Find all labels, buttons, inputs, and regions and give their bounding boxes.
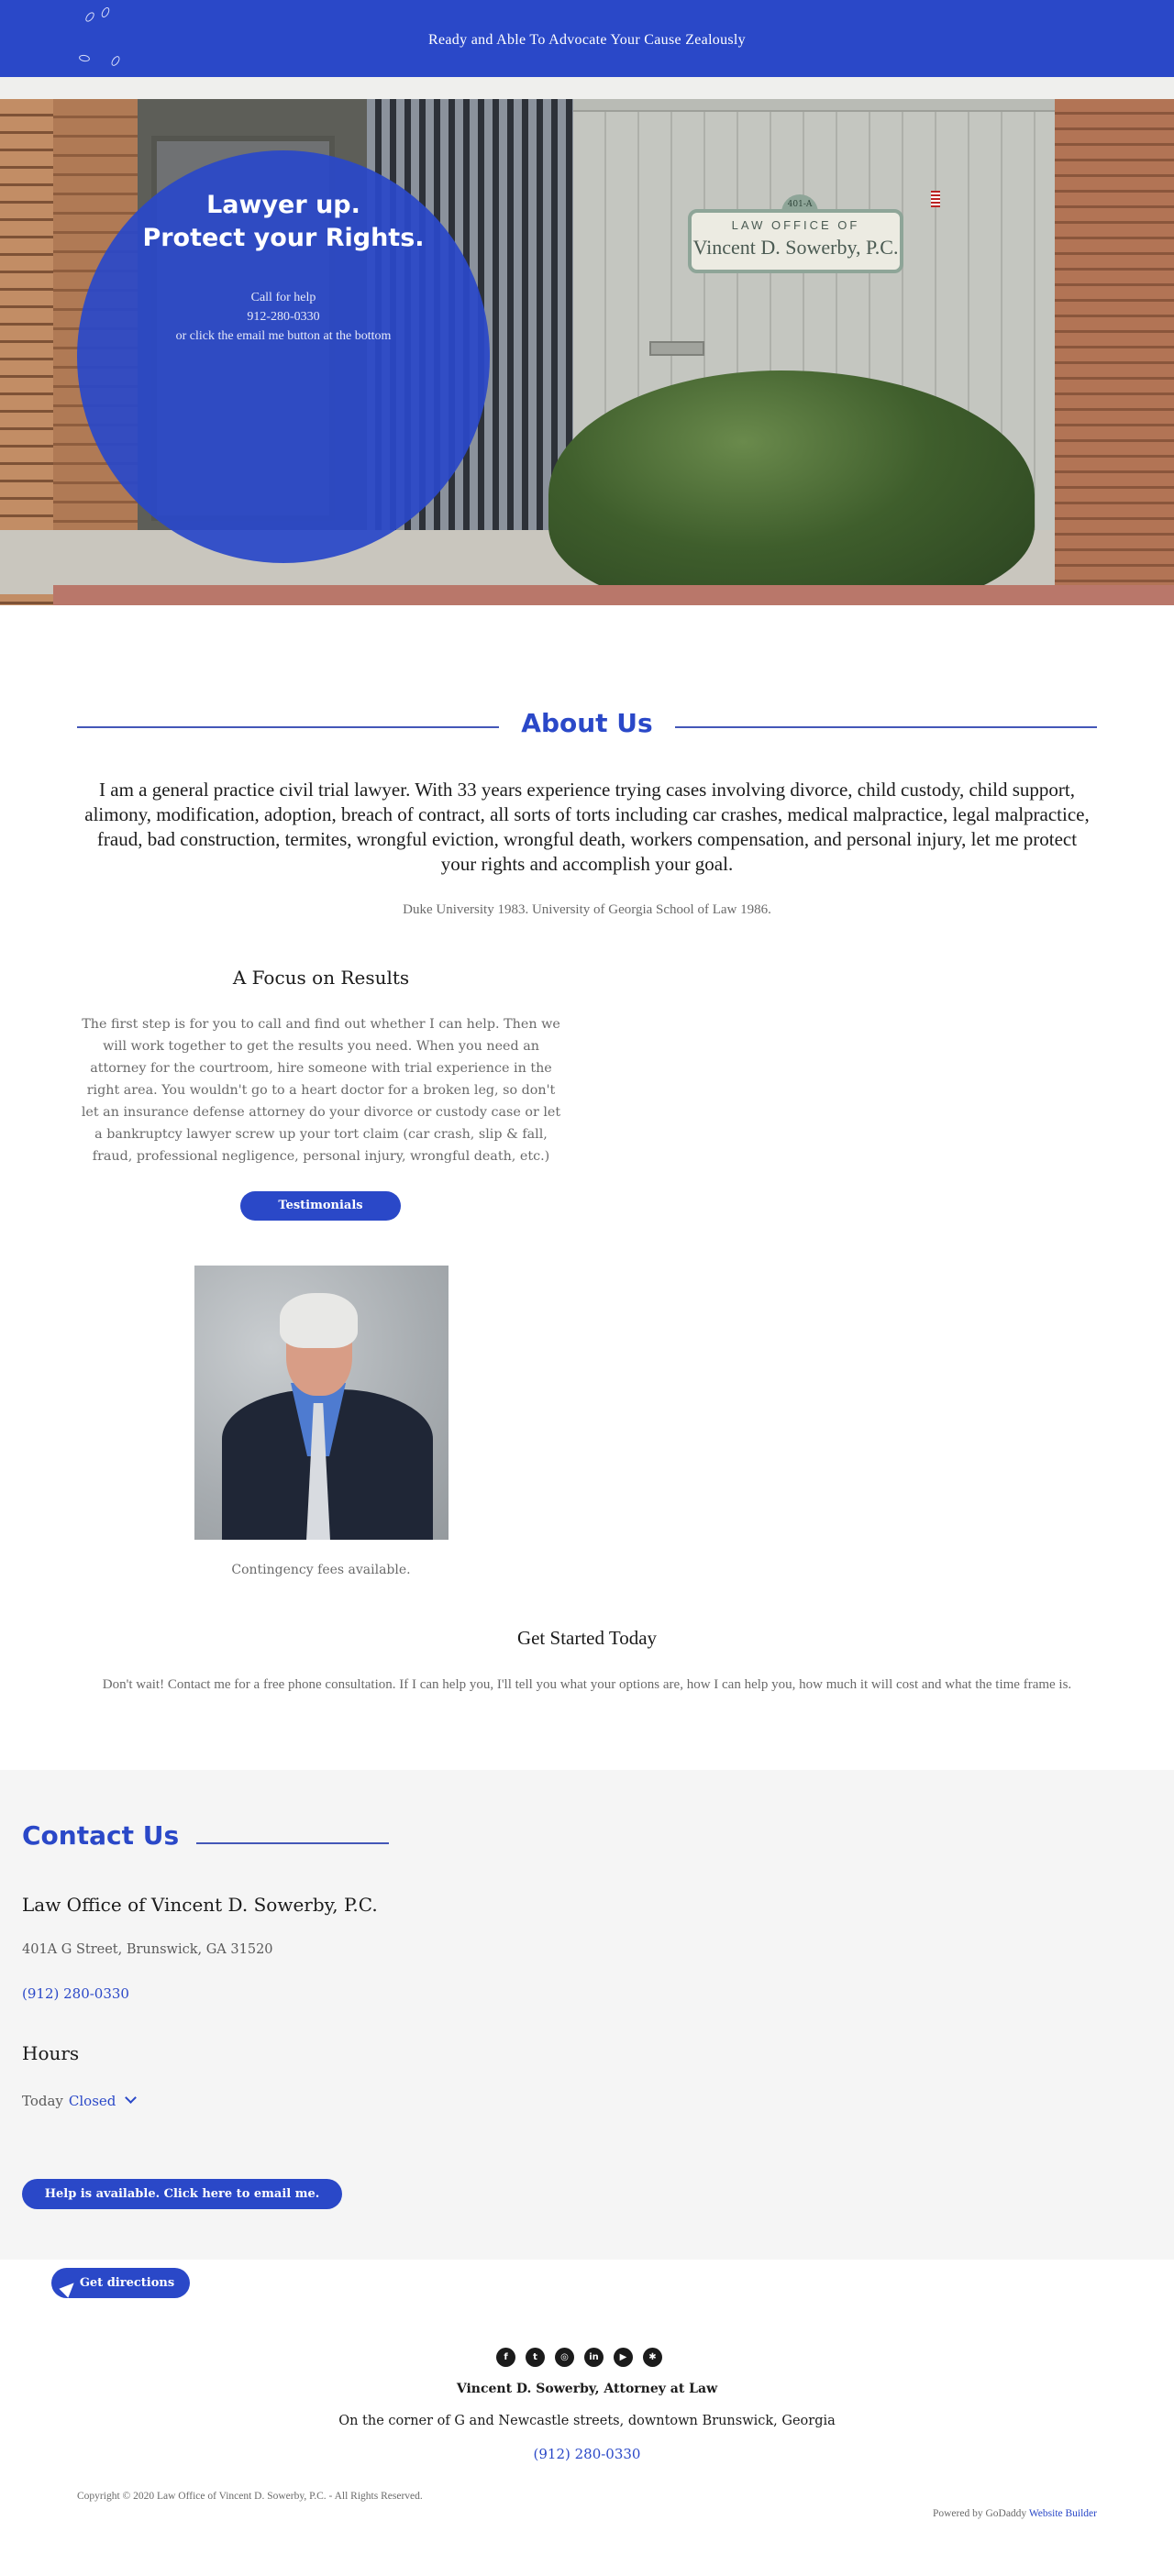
get-directions-label: Get directions xyxy=(79,2276,175,2290)
facebook-icon[interactable]: f xyxy=(496,2348,515,2367)
footer-location: On the corner of G and Newcastle streets, downtown Brunswick, Georgia xyxy=(338,2414,836,2428)
testimonials-button[interactable]: Testimonials xyxy=(240,1191,401,1221)
hero-subtext xyxy=(77,288,490,346)
call-label: Call for help xyxy=(250,291,316,304)
leaf-icon xyxy=(100,6,111,19)
sign-line-2: Vincent D. Sowerby, P.C. xyxy=(692,236,899,259)
hours-today-toggle[interactable] xyxy=(22,2093,135,2109)
twitter-icon[interactable]: t xyxy=(526,2348,545,2367)
website-builder-link[interactable]: Website Builder xyxy=(1028,2508,1097,2519)
contact-divider xyxy=(196,1842,389,1844)
hero-headline-line-1: Lawyer up. xyxy=(206,191,360,219)
curb xyxy=(53,585,1174,605)
navigation-arrow-icon xyxy=(59,2278,78,2297)
site-header xyxy=(0,0,1174,77)
hours-today-label: Today xyxy=(22,2093,63,2109)
about-body: I am a general practice civil trial lawyer. With 33 years experience trying cases involving divorce, child custody, child support, alimony, modification, adoption, breach of contract, all sorts of torts including car crashes, medical malpractice, legal malpractice, fraud, bad construction, termites, wrongful eviction, wrongful death, workers compensation, and personal injury, let me protect your rights and accomplish your goal. xyxy=(84,779,1090,875)
social-links xyxy=(496,2348,662,2368)
hero-headline-line-2: Protect your Rights. xyxy=(142,224,425,252)
office-sign xyxy=(688,200,903,273)
leaf-icon xyxy=(78,54,90,62)
hero-callout xyxy=(77,150,490,563)
portrait-hair xyxy=(280,1293,358,1348)
get-started-body: Don't wait! Contact me for a free phone consultation. If I can help you, I'll tell you what your options are, how I can help you, how much it will cost and what the time frame is. xyxy=(102,1677,1072,1692)
contact-title: Contact Us xyxy=(22,1820,180,1851)
powered-by-prefix: Powered by GoDaddy xyxy=(932,2508,1029,2519)
leaf-icon xyxy=(110,55,122,68)
about-title: About Us xyxy=(499,708,674,738)
email-hint: or click the email me button at the bottom xyxy=(175,329,392,343)
yelp-icon[interactable]: ✱ xyxy=(643,2348,662,2367)
hero-headline xyxy=(77,189,490,255)
email-me-button[interactable]: Help is available. Click here to email me. xyxy=(22,2179,342,2209)
sign-line-1: LAW OFFICE OF xyxy=(731,218,860,232)
firm-name: Law Office of Vincent D. Sowerby, P.C. xyxy=(22,1894,378,1916)
brick-wall-right xyxy=(1055,99,1174,605)
contingency-caption: Contingency fees available. xyxy=(231,1563,411,1577)
attorney-portrait xyxy=(194,1266,449,1540)
wall-trim xyxy=(573,99,1064,112)
address: 401A G Street, Brunswick, GA 31520 xyxy=(22,1942,273,1957)
hero-phone: 912-280-0330 xyxy=(247,310,320,324)
footer-name: Vincent D. Sowerby, Attorney at Law xyxy=(456,2382,718,2396)
hours-today-value: Closed xyxy=(68,2093,116,2109)
about-heading xyxy=(77,708,1097,745)
focus-body: The first step is for you to call and find out whether I can help. Then we will work together to get the results you need. When you need an attorney for the courtroom, hire someone with trial experience in the right area. You wouldn't go to a heart doctor for a broken leg, so don't let an insurance defense attorney do your divorce or custody case or let a bankruptcy lawyer screw up your tort claim (car crash, slip & fall, fraud, professional negligence, personal injury, wrongful death, etc.) xyxy=(81,1017,561,1164)
instagram-icon[interactable]: ◎ xyxy=(555,2348,574,2367)
focus-title: A Focus on Results xyxy=(232,967,410,989)
mail-slot xyxy=(649,341,704,356)
leaf-icon xyxy=(83,11,95,24)
sign-number: 401-A xyxy=(781,194,818,213)
powered-by xyxy=(933,2508,1097,2519)
hero-top-band xyxy=(0,77,1174,99)
copyright: Copyright © 2020 Law Office of Vincent D. Sowerby, P.C. - All Rights Reserved. xyxy=(77,2491,423,2502)
site-tagline: Ready and Able To Advocate Your Cause Zealously xyxy=(428,32,746,48)
contact-phone-link[interactable]: (912) 280-0330 xyxy=(22,1985,129,2002)
chevron-down-icon xyxy=(126,2092,138,2104)
get-directions-button[interactable] xyxy=(51,2268,190,2298)
flag-icon xyxy=(931,191,940,207)
youtube-icon[interactable]: ▶ xyxy=(614,2348,633,2367)
hours-title: Hours xyxy=(22,2042,80,2064)
linkedin-icon[interactable]: in xyxy=(584,2348,604,2367)
get-started-title: Get Started Today xyxy=(516,1627,658,1649)
education: Duke University 1983. University of Georgia School of Law 1986. xyxy=(403,902,771,917)
about-title-wrap xyxy=(77,708,1097,738)
footer-phone-link[interactable]: (912) 280-0330 xyxy=(533,2446,641,2462)
